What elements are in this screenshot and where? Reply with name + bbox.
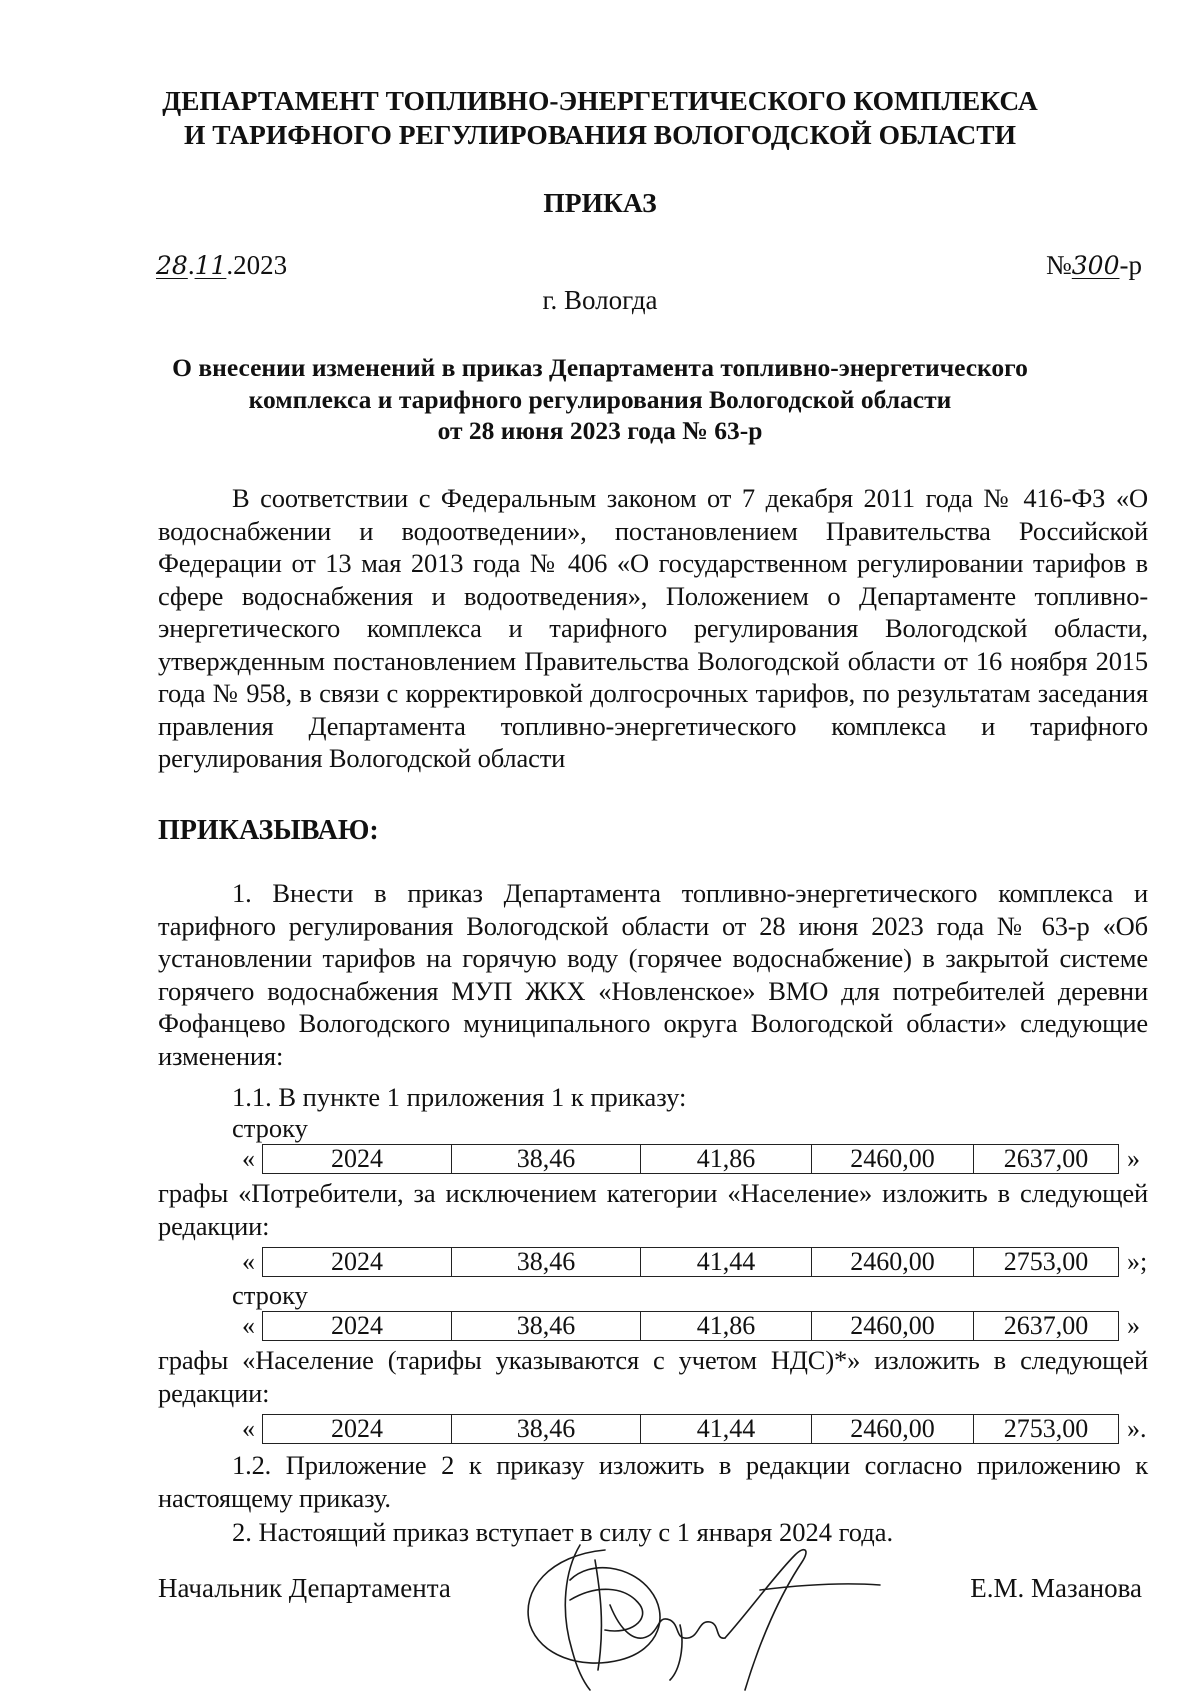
quote-open: «: [242, 1247, 255, 1276]
department-header-line2: И ТАРИФНОГО РЕГУЛИРОВАНИЯ ВОЛОГОДСКОЙ ОБЛАСТИ: [183, 119, 1017, 150]
item-1-1: 1.1. В пункте 1 приложения 1 к приказу:: [232, 1082, 687, 1112]
city: г. Вологда: [542, 285, 658, 315]
number-suffix: -р: [1119, 250, 1142, 280]
order-word: ПРИКАЗЫВАЮ:: [158, 815, 379, 846]
order-subject: [0, 352, 1200, 447]
tariff-cell-year: 2024: [263, 1312, 452, 1341]
tariff-cell: 41,86: [641, 1145, 812, 1174]
tariff-cell: 2460,00: [812, 1248, 974, 1277]
tariff-cell-year: 2024: [263, 1145, 452, 1174]
tariff-row-old-1: [242, 1144, 1140, 1174]
order-number: [1046, 250, 1142, 281]
signer-name: Е.М. Мазанова: [970, 1573, 1142, 1603]
quote-close: ».: [1127, 1414, 1147, 1443]
tariff-cell-year: 2024: [263, 1248, 452, 1277]
quote-open: «: [242, 1144, 255, 1173]
subject-line3: от 28 июня 2023 года № 63-р: [437, 416, 763, 445]
subject-line1: О внесении изменений в приказ Департамента топливно-энергетического: [172, 353, 1028, 382]
department-header: [0, 84, 1200, 152]
tariff-row-old-2: [242, 1311, 1140, 1341]
tariff-table: [262, 1414, 1119, 1444]
handwritten-signature: [510, 1530, 930, 1695]
date-day: 28: [156, 251, 188, 280]
quote-close: »: [1127, 1144, 1140, 1173]
quote-close: »: [1127, 1311, 1140, 1340]
tariff-table: [262, 1311, 1119, 1341]
tariff-cell: 2460,00: [812, 1415, 974, 1444]
tariff-cell: 2753,00: [974, 1248, 1119, 1277]
grafy-paragraph-2: графы «Население (тарифы указываются с учетом НДС)*» изложить в следующей редакции:: [158, 1345, 1148, 1408]
grafy-paragraph-1: графы «Потребители, за исключением категории «Население» изложить в следующей редакции:: [158, 1178, 1148, 1241]
tariff-cell: 38,46: [452, 1312, 641, 1341]
tariff-cell: 41,44: [641, 1415, 812, 1444]
tariff-cell: 38,46: [452, 1415, 641, 1444]
item-2-paragraph: 2. Настоящий приказ вступает в силу с 1 января 2024 года.: [232, 1517, 894, 1547]
quote-close: »;: [1127, 1247, 1148, 1276]
word-stroku-2: строку: [232, 1280, 308, 1310]
tariff-cell: 38,46: [452, 1145, 641, 1174]
tariff-row-new-2: [242, 1414, 1147, 1444]
number-value: 300: [1071, 251, 1120, 280]
quote-open: «: [242, 1414, 255, 1443]
date-year: .2023: [226, 250, 288, 280]
tariff-cell: 2637,00: [974, 1145, 1119, 1174]
tariff-cell: 38,46: [452, 1248, 641, 1277]
tariff-row-new-1: [242, 1247, 1147, 1277]
tariff-cell-year: 2024: [263, 1415, 452, 1444]
quote-open: «: [242, 1311, 255, 1340]
tariff-cell: 2460,00: [812, 1312, 974, 1341]
department-header-line1: ДЕПАРТАМЕНТ ТОПЛИВНО-ЭНЕРГЕТИЧЕСКОГО КОМПЛЕКСА: [162, 85, 1038, 116]
word-stroku-1: строку: [232, 1113, 308, 1143]
number-prefix: №: [1046, 250, 1072, 280]
tariff-cell: 2460,00: [812, 1145, 974, 1174]
tariff-table: [262, 1247, 1119, 1277]
tariff-table: [262, 1144, 1119, 1174]
preamble-paragraph: В соответствии с Федеральным законом от 7 декабря 2011 года № 416-ФЗ «О водоснабжении и водоотведении», постановлением Правительства Российской Федерации от 13 мая 2013 года № 406 «О государственном регулировании тарифов в сфере водоснабжения и водоотведения», Положением о Департаменте топливно-энергетического комплекса и тарифного регулирования Вологодской области, утвержденным постановлением Правительства Вологодской области от 16 ноября 2015 года № 958, в связи с корректировкой долгосрочных тарифов, по результатам заседания правления Департамента топливно-энергетического комплекса и тарифного регулирования Вологодской области: [158, 483, 1148, 773]
tariff-cell: 41,44: [641, 1248, 812, 1277]
subject-line2: комплекса и тарифного регулирования Вологодской области: [248, 384, 952, 414]
signer-title: Начальник Департамента: [158, 1573, 451, 1603]
tariff-cell: 2753,00: [974, 1415, 1119, 1444]
document-type: ПРИКАЗ: [543, 187, 657, 218]
date-month: 11: [194, 251, 227, 280]
item-1-paragraph: 1. Внести в приказ Департамента топливно-энергетического комплекса и тарифного регулирования Вологодской области от 28 июня 2023 года № 63-р «Об установлении тарифов на горячую воду (горячее водоснабжение) в закрытой системе горячего водоснабжения МУП ЖКХ «Новленское» ВМО для потребителей деревни Фофанцево Вологодского муниципального округа Вологодской области» следующие изменения:: [158, 878, 1148, 1071]
order-date: 28.11.2023: [156, 250, 288, 280]
item-1-2-paragraph: 1.2. Приложение 2 к приказу изложить в редакции согласно приложению к настоящему приказу.: [158, 1450, 1148, 1513]
tariff-cell: 41,86: [641, 1312, 812, 1341]
tariff-cell: 2637,00: [974, 1312, 1119, 1341]
